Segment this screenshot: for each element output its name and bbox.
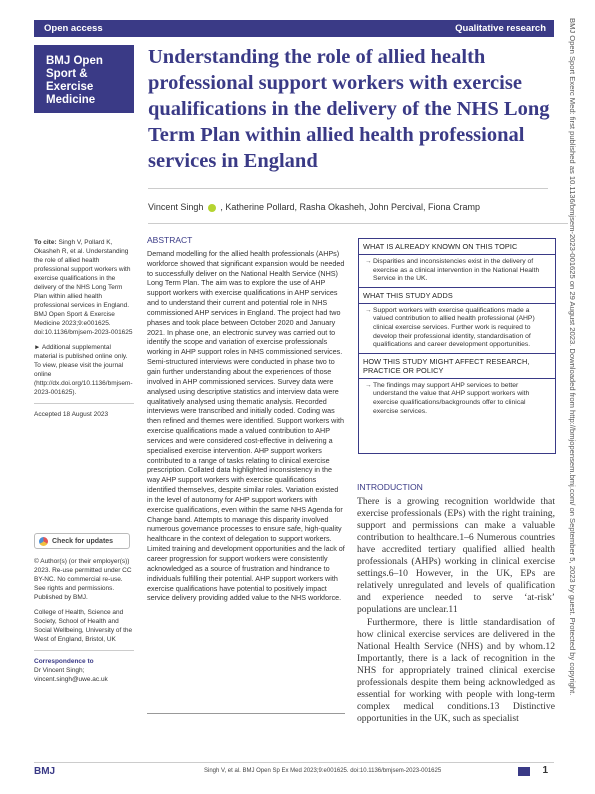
author-divider (148, 223, 568, 224)
check-updates-label: Check for updates (52, 537, 114, 545)
list-item: → The findings may support AHP services to better understand the value that AHP support workers with exercise qualifications/backgrounds offer to clinical exercise services. (365, 382, 551, 416)
affect-section (359, 353, 555, 416)
cite-text: Singh V, Pollard K, Okasheh R, et al. Understanding the role of allied health professional support workers with exercise qualifications in the delivery of the NHS Long Term Plan within allied health professional services in England. BMJ Open Sport & Exercise Medicine 2023;9:e001625. doi:10.1136/bmjsem-2023-001625 (34, 239, 133, 336)
key-messages-box (358, 238, 556, 454)
author-first[interactable]: Vincent Singh (148, 202, 204, 212)
copyright-note: © Author(s) (or their employer(s)) 2023. Re-use permitted under CC BY-NC. No commercial re-use. See rights and permissions. Published by BMJ. (34, 558, 132, 601)
journal-logo-line: Medicine (46, 94, 96, 106)
header-bar (34, 20, 554, 37)
correspondence-label: Correspondence to (34, 658, 94, 665)
adds-section (359, 287, 555, 350)
citation-block (34, 238, 134, 337)
check-updates-button[interactable] (34, 533, 130, 549)
abstract-heading: ABSTRACT (147, 235, 193, 245)
journal-logo-line: BMJ Open (46, 55, 103, 67)
affect-heading: HOW THIS STUDY MIGHT AFFECT RESEARCH, PRACTICE OR POLICY (359, 354, 555, 379)
supplemental-note[interactable]: ► Additional supplemental material is published online only. To view, please visit the journal online (http://dx.doi.org/10.1136/bmjsem-2023-001625). (34, 344, 133, 396)
sidebar-divider (34, 403, 134, 404)
introduction-paragraph: There is a growing recognition worldwide that exercise professionals (EPs) with the right training, support and permissions can make a valuable contribution to healthcare.1–6 Numerous countries have accredited tertiary qualified allied health professionals (AHPs) working in clinical exercise settings.6–10 However, in the UK, EPs are relatively unregulated and levels of qualification and experience needed to serve ‘at-risk’ populations are unclear.11 (357, 496, 555, 616)
open-access-label: Open access (44, 23, 103, 34)
journal-logo-line: Exercise (46, 81, 94, 93)
affiliation: College of Health, Science and Society, School of Health and Social Wellbeing, University of the West of England, Bristol, UK (34, 609, 133, 643)
correspondence-text[interactable]: Dr Vincent Singh; vincent.singh@uwe.ac.uk (34, 667, 108, 683)
introduction-heading: INTRODUCTION (357, 482, 423, 492)
affect-list (359, 382, 555, 416)
orcid-icon[interactable] (208, 204, 216, 212)
abstract-end-rule (147, 713, 345, 714)
sidebar-divider (34, 650, 134, 651)
introduction-paragraph: Furthermore, there is little standardisation of how clinical exercise services are delivered in the National Health Service (NHS) and by whom.12 Importantly, there is a lack of recognition in the NHS for appropriately trained clinical exercise professionals despite them being acknowledged as essential for working with people with long-term complex medical conditions.13 Distinctive opportunities in the UK, such as specialist (357, 616, 555, 724)
journal-logo (34, 45, 134, 113)
author-list (148, 202, 568, 212)
author-others[interactable]: , Katherine Pollard, Rasha Okasheh, John Percival, Fiona Cramp (220, 202, 481, 212)
accepted-date: Accepted 18 August 2023 (34, 411, 109, 418)
article-title: Understanding the role of allied health professional support workers with exercise qualifications in the delivery of the NHS Long Term Plan within allied health professional services in England (148, 46, 550, 172)
introduction (357, 481, 555, 725)
vertical-download-note (568, 18, 578, 778)
footer-citation: Singh V, et al. BMJ Open Sp Ex Med 2023;9:e001625. doi:10.1136/bmjsem-2023-001625 (204, 768, 442, 774)
list-item: → Disparities and inconsistencies exist in the delivery of exercise as a clinical intervention in the National Health Service in the UK. (365, 258, 551, 284)
open-access-logo-icon (518, 767, 530, 776)
correspondence (34, 657, 134, 684)
adds-heading: WHAT THIS STUDY ADDS (359, 288, 555, 304)
abstract (147, 236, 345, 603)
crossmark-icon (39, 537, 48, 546)
cite-label: To cite: (34, 239, 57, 246)
article-type-label: Qualitative research (455, 23, 546, 34)
adds-list (359, 307, 555, 350)
title-divider (148, 188, 548, 189)
list-item: → Support workers with exercise qualifications made a valued contribution to allied health professional (AHP) clinical exercise services. Further work is required to develop their professional identity, standardisation of qualifications and career development opportunities. (365, 307, 551, 350)
bmj-logo: BMJ (34, 766, 56, 777)
known-heading: WHAT IS ALREADY KNOWN ON THIS TOPIC (359, 239, 555, 255)
sidebar-spacer (34, 425, 134, 533)
page-footer (34, 762, 554, 779)
page-number: 1 (542, 765, 548, 776)
sidebar (34, 238, 134, 690)
known-list (359, 258, 555, 284)
abstract-text: Demand modelling for the allied health professionals (AHPs) workforce showed that significant expansion would be needed to successfully deliver on the National Health Service (NHS) Long Term Plan. The aim was to explore the use of AHP support workers with exercise qualifications in AHP services and to understand their current and potential role in NHS commissioned AHP services in England. The project had two phases and took place between October 2020 and January 2021. In phase one, an electronic survey was carried out to identify the scope and variation of exercise professionals working in AHP support roles in NHS commissioned services. Semi-structured interviews were conducted in phase two to gain further understanding about the experiences of those involved in AHP commissioned services. Survey data were analysed using descriptive statistics and interview data were qualitatively analysed using thematic analysis. Recorded interviews were transcribed and initially coded. Coding was then refined and themes were identified. Support workers with exercise qualifications made a valued contribution to AHP services and were considered cost-effective in delivering a specialised exercise intervention. AHP support workers contributed to a range of tasks relating to clinical exercise prescription. Collated data highlighted inconsistency in the way AHP support workers with exercise qualifications identified themselves, despite similar roles. Variation existed in the level of autonomy for AHP support workers with exercise qualifications, even within the same NHS Agenda for Change band. Attempts to manage this disparity involved numerous governance processes to ensure safe, high-quality healthcare in the context of delegation to support workers. Limited training and development opportunities and the lack of career progression for support workers were consistently acknowledged as a source of frustration and hindrance to individuals fulfilling their potential. AHP support workers with exercise qualifications have potential to positively impact service delivery providing added value to the NHS workforce. (147, 248, 345, 603)
journal-logo-line: Sport & (46, 68, 88, 80)
vertical-note-text[interactable]: BMJ Open Sport Exerc Med: first published as 10.1136/bmjsem-2023-001625 on 29 August 2023. Downloaded from http://bmjopensem.bmj.com/ on September 5, 2023 by guest. Protected by copyright. (568, 18, 577, 696)
